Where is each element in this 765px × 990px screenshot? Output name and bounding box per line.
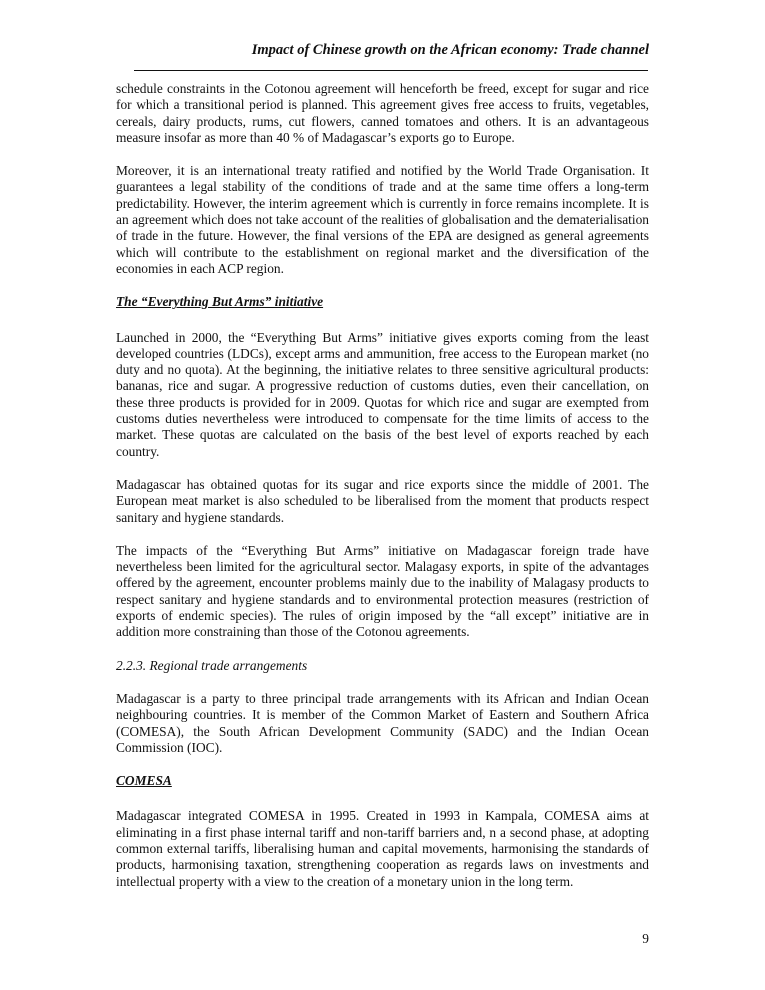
- paragraph-regional-arrangements: Madagascar is a party to three principal trade arrangements with its African and Indian Ocean neighbouring countries. It is member of the Common Market of Eastern and Southern Africa (COMESA), the South African Development Community (SADC) and the Indian Ocean Commission (IOC).: [116, 690, 649, 755]
- heading-everything-but-arms: The “Everything But Arms” initiative: [116, 294, 324, 310]
- paragraph-eba-launch: Launched in 2000, the “Everything But Arms” initiative gives exports coming from the least developed countries (LDCs), except arms and ammunition, free access to the European market (no duty and no quota). At the beginning, the initiative relates to three sensitive agricultural products: bananas, rice and sugar. A progressive reduction of customs duties, even their cancellation, on these three products is provided for in 2009. Quotas for which rice and sugar are exempted from customs duties nevertheless were introduced to compensate for the time limits of access to the market. These quotas are calculated on the basis of the best level of exports reached by each country.: [116, 329, 649, 459]
- page-body: [116, 81, 649, 907]
- heading-regional-trade: 2.2.3. Regional trade arrangements: [116, 657, 308, 673]
- paragraph-eba-impacts: The impacts of the “Everything But Arms” initiative on Madagascar foreign trade have nevertheless been limited for the agricultural sector. Malagasy exports, in spite of the advantages offered by the agreement, encounter problems mainly due to the inability of Malagasy products to respect sanitary and hygiene standards and to environmental protection measures (restriction of exports of endemic species). The rules of origin imposed by the “all except” initiative are in addition more constraining than those of the Cotonou agreements.: [116, 542, 649, 640]
- paragraph-comesa: Madagascar integrated COMESA in 1995. Created in 1993 in Kampala, COMESA aims at eliminating in a first phase internal tariff and non-tariff barriers and, n a second phase, at adopting common external tariffs, liberalising human and capital movements, harmonising the standards of products, harmonising taxation, strengthening cooperation as regards laws on investments and intellectual property with a view to the creation of a monetary union in the long term.: [116, 808, 649, 889]
- paragraph-madagascar-quotas: Madagascar has obtained quotas for its sugar and rice exports since the middle of 2001. The European meat market is also scheduled to be liberalised from the moment that products respect sanitary and hygiene standards.: [116, 476, 649, 525]
- running-header: Impact of Chinese growth on the African economy: Trade channel: [251, 42, 649, 58]
- paragraph-cotonou-continued: schedule constraints in the Cotonou agreement will henceforth be freed, except for sugar and rice for which a transitional period is planned. This agreement gives free access to fruits, vegetables, cereals, dairy products, rums, cut flowers, canned tomatoes and others. It is an advantageous measure insofar as more than 40 % of Madagascar’s exports go to Europe.: [116, 81, 649, 145]
- paragraph-wto-treaty: Moreover, it is an international treaty ratified and notified by the World Trade Organisation. It guarantees a legal stability of the conditions of trade and at the same time offers a long-term predictability. However, the interim agreement which is currently in force remains incomplete. It is an agreement which does not take account of the realities of globalisation and the dematerialisation of trade in the future. However, the final versions of the EPA are designed as general agreements which will contribute to the establishment on regional market and the diversification of the economies in each ACP region.: [116, 163, 649, 276]
- heading-comesa: COMESA: [116, 773, 172, 789]
- page-number: 9: [642, 931, 649, 946]
- header-divider: [134, 70, 648, 71]
